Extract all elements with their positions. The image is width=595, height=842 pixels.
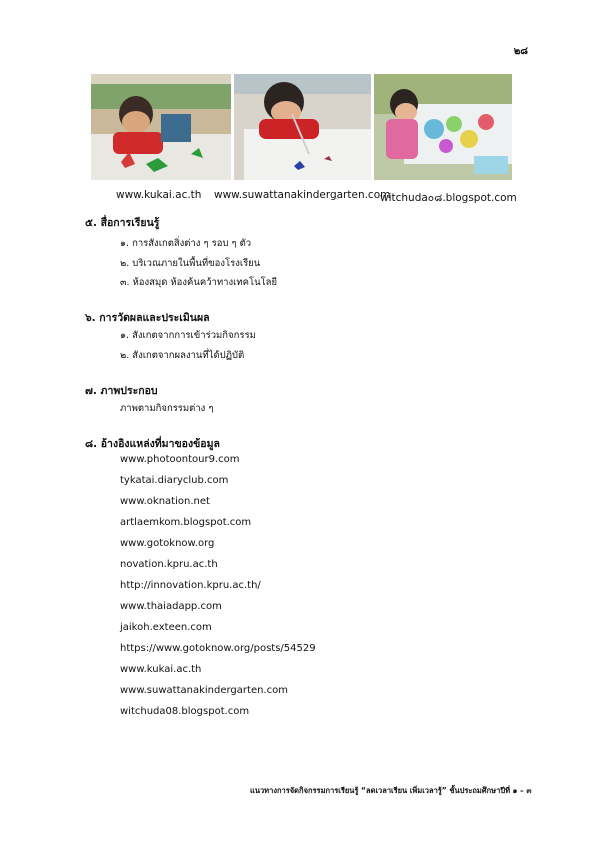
photo-child-painting-3	[374, 74, 512, 180]
photo-credit-2: www.suwattanakindergarten.com	[214, 189, 391, 201]
photo-child-painting-1	[91, 74, 231, 180]
reference-link[interactable]: jaikoh.exteen.com	[120, 622, 212, 633]
section-6-item: ๑. สังเกตจากการเข้าร่วมกิจกรรม	[120, 330, 256, 341]
reference-link[interactable]: www.oknation.net	[120, 496, 210, 507]
section-5-item: ๒. บริเวณภายในพื้นที่ของโรงเรียน	[120, 258, 261, 269]
photo-credit-1: www.kukai.ac.th	[116, 189, 202, 201]
section-5-item: ๑. การสังเกตสิ่งต่าง ๆ รอบ ๆ ตัว	[120, 238, 252, 249]
section-6-item: ๒. สังเกตจากผลงานที่ได้ปฏิบัติ	[120, 350, 245, 361]
reference-link[interactable]: https://www.gotoknow.org/posts/54529	[120, 643, 316, 654]
reference-link[interactable]: www.thaiadapp.com	[120, 601, 222, 612]
reference-link[interactable]: artlaemkom.blogspot.com	[120, 517, 252, 528]
reference-link[interactable]: tykatai.diaryclub.com	[120, 475, 229, 486]
reference-link[interactable]: www.kukai.ac.th	[120, 664, 202, 675]
photo-child-painting-2	[234, 74, 371, 180]
section-7-item: ภาพตามกิจกรรมต่าง ๆ	[120, 403, 214, 414]
photo-credit-3: witchuda๐๘.blogspot.com	[380, 192, 517, 204]
section-5-heading: ๕. สื่อการเรียนรู้	[85, 217, 160, 229]
section-5-item: ๓. ห้องสมุด ห้องค้นคว้าทางเทคโนโลยี	[120, 277, 278, 288]
reference-link[interactable]: http://innovation.kpru.ac.th/	[120, 580, 261, 591]
section-8-heading: ๘. อ้างอิงแหล่งที่มาของข้อมูล	[85, 438, 220, 450]
page-footer: แนวทางการจัดกิจกรรมการเรียนรู้ “ลดเวลาเรียน เพิ่มเวลารู้” ชั้นประถมศึกษาปีที่ ๑ – ๓	[250, 786, 532, 795]
section-7-heading: ๗. ภาพประกอบ	[85, 385, 158, 397]
page-number: ๒๘	[513, 46, 528, 57]
reference-link[interactable]: www.gotoknow.org	[120, 538, 215, 549]
reference-link[interactable]: www.photoontour9.com	[120, 454, 240, 465]
reference-link[interactable]: novation.kpru.ac.th	[120, 559, 218, 570]
reference-link[interactable]: www.suwattanakindergarten.com	[120, 685, 288, 696]
reference-link[interactable]: witchuda08.blogspot.com	[120, 706, 250, 717]
section-6-heading: ๖. การวัดผลและประเมินผล	[85, 312, 210, 324]
